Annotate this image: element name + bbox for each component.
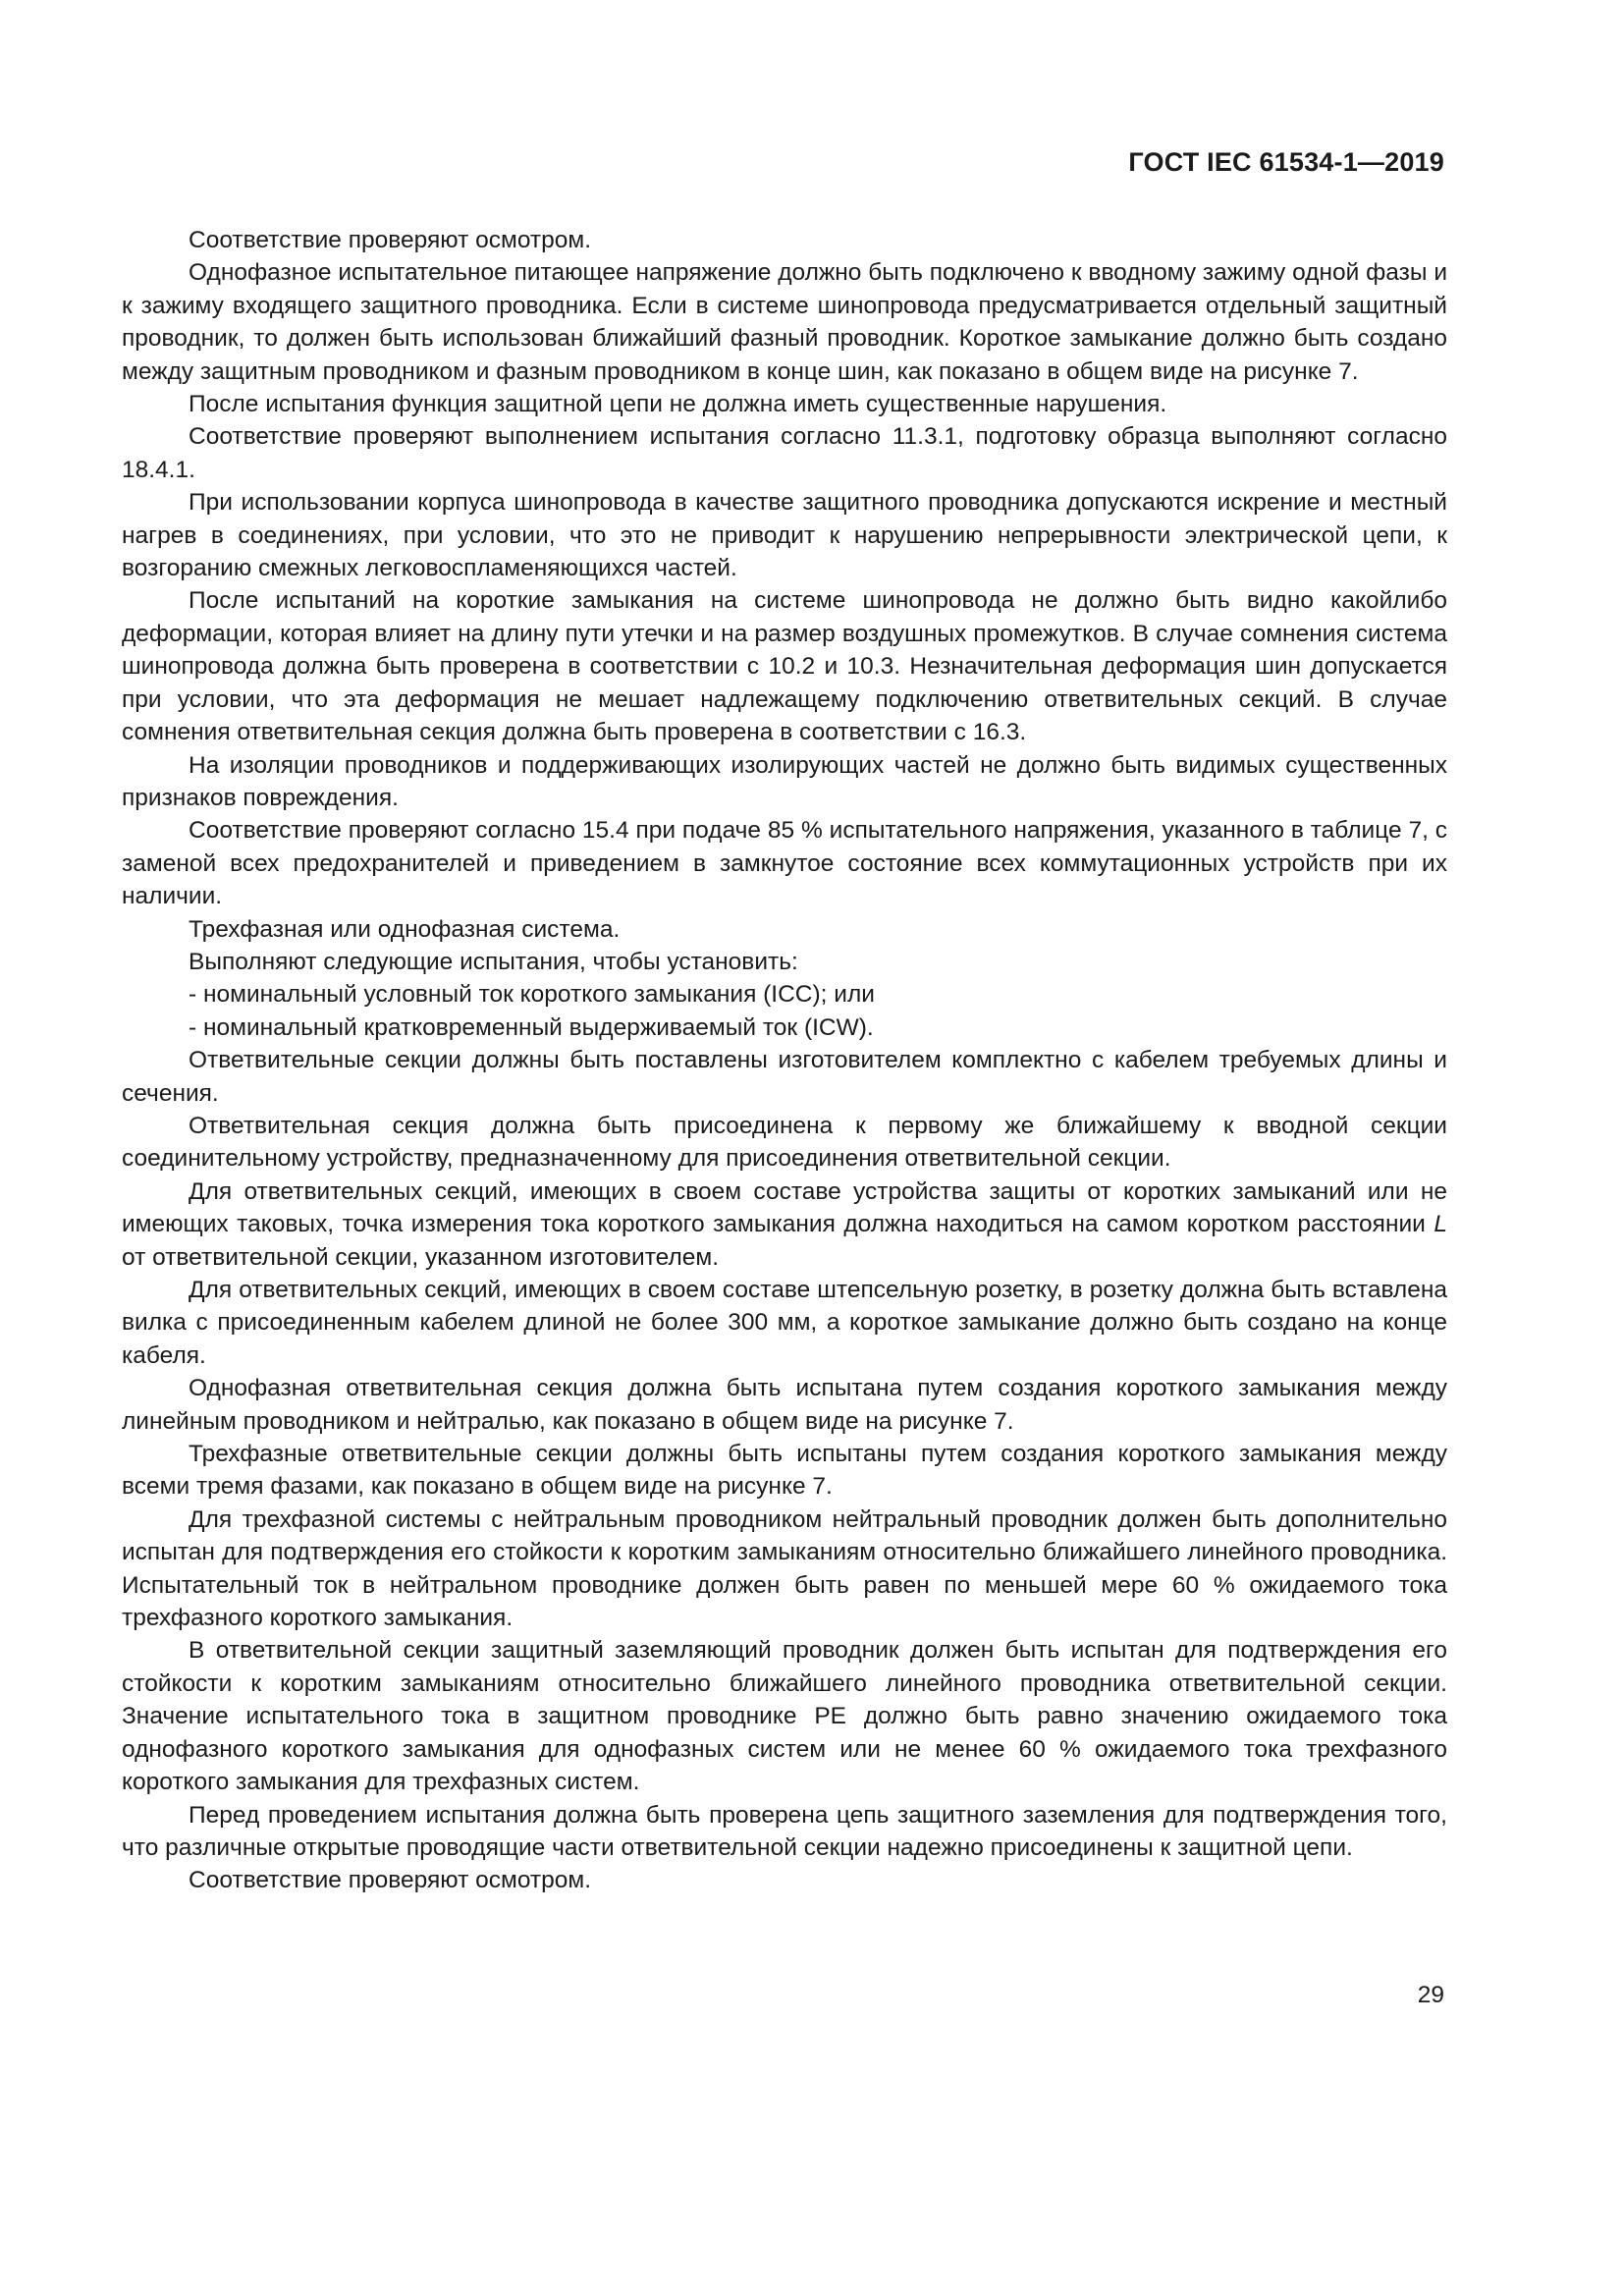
text-line: должно быть создано на конце кабеля. bbox=[122, 1309, 1447, 1369]
text-line: одной фазы и к зажиму входящего защитного проводника. Если в системе шинопровода предусматри bbox=[122, 259, 1448, 319]
text-line: Соответствие проверяют выполнением испытания согласно 11.3.1, подготовку образца выполня bbox=[189, 423, 1308, 451]
text-line: между линейным проводником и нейтралью, как показано в общем виде на рисунке 7. bbox=[122, 1375, 1448, 1435]
variable-symbol: L bbox=[1434, 1211, 1448, 1238]
text-line: Трехфазные ответвительные секции должны быть испытаны путем создания короткого замыкания bbox=[189, 1441, 1362, 1468]
text-line: полнительно испытан для подтверждения его стойкости к коротким замыканиям относительно ближай bbox=[122, 1505, 1447, 1566]
text-line: дения его стойкости к коротким замыканиям относительно ближайшего линейного проводника ответви bbox=[122, 1637, 1447, 1697]
paragraph bbox=[122, 224, 1447, 256]
paragraph bbox=[122, 1438, 1447, 1503]
text-line: После испытания функция защитной цепи не должна иметь существенные нарушения. bbox=[189, 391, 1167, 418]
paragraph bbox=[122, 388, 1447, 420]
text-line: электрической цепи, к возгоранию смежных легковоспламеняющихся частей. bbox=[122, 521, 1447, 582]
text-line: ние и местный нагрев в соединениях, при условии, что это не приводит к нарушению непрерывности bbox=[122, 489, 1447, 549]
paragraph bbox=[122, 1110, 1447, 1175]
text-line: Перед проведением испытания должна быть проверена цепь защитного заземления для под bbox=[189, 1801, 1253, 1829]
list-item-text: - номинальный кратковременный выдерживаемый ток (ICW). bbox=[189, 1013, 874, 1041]
text-line: онных устройств при их наличии. bbox=[122, 849, 1447, 910]
text-line: тельной секции. Значение испытательного тока в защитном проводнике PE должно быть равно значе bbox=[122, 1669, 1447, 1730]
text-line: ожидаемого тока трехфазного короткого замыкания для трехфазных систем. bbox=[122, 1735, 1447, 1796]
list-item bbox=[122, 1011, 1447, 1044]
text-line: тверждения того, что различные открытые проводящие части ответвительной секции надежно присо bbox=[122, 1801, 1447, 1861]
paragraph bbox=[122, 814, 1447, 912]
text-segment: коротком расстоянии bbox=[1186, 1211, 1434, 1238]
text-line: щественных признаков повреждения. bbox=[122, 751, 1447, 811]
text-line: вается отдельный защитный проводник, то должен быть использован ближайший фазный проводник. bbox=[122, 292, 1447, 353]
list-item-text: - номинальный условный ток короткого замыкания (ICC); или bbox=[189, 981, 875, 1009]
text-line: Ответвительные секции должны быть поставлены изготовителем комплектно с кабелем требуе bbox=[189, 1047, 1295, 1074]
text-line: ют согласно 18.4.1. bbox=[122, 423, 1447, 483]
text-line: Для трехфазной системы с нейтральным проводником нейтральный проводник должен быть до bbox=[189, 1505, 1305, 1533]
text-line: Выполняют следующие испытания, чтобы установить: bbox=[189, 948, 798, 975]
paragraph bbox=[122, 420, 1447, 486]
paragraph bbox=[122, 1634, 1447, 1798]
paragraph bbox=[122, 1372, 1447, 1438]
text-line: конце шин, как показано в общем виде на рисунке 7. bbox=[766, 357, 1359, 385]
text-line: деформация шин допускается при условии, что эта деформация не мешает надлежащему подключе bbox=[122, 653, 1447, 713]
paragraph bbox=[122, 946, 1447, 978]
text-line: в таблице 7, с заменой всех предохранителей и приведением в замкнутое состояние всех коммутаци bbox=[122, 817, 1447, 877]
paragraph bbox=[122, 1274, 1447, 1372]
paragraph bbox=[122, 749, 1447, 815]
text-line: Короткое замыкание должно быть создано между защитным проводником и фазным проводником в bbox=[122, 325, 1448, 385]
text-line: В ответвительной секции защитный заземляющий проводник должен быть испытан для подтверж bbox=[189, 1637, 1334, 1665]
text-line: ответствии с 16.3. bbox=[825, 719, 1027, 746]
text-line: либо деформации, которая влияет на длину пути утечки и на размер воздушных промежутков. В случае bbox=[122, 587, 1447, 647]
text-line: При использовании корпуса шинопровода в качестве защитного проводника допускаются искре bbox=[189, 489, 1280, 517]
text-line: Соответствие проверяют осмотром. bbox=[189, 227, 592, 253]
text-line: Соответствие проверяют согласно 15.4 при подаче 85 % испытательного напряжения, указанного bbox=[189, 817, 1284, 845]
document-header-standard-id: ГОСТ IEC 61534-1—2019 bbox=[1128, 147, 1444, 177]
text-line: между всеми тремя фазами, как показано в общем виде на рисунке 7. bbox=[122, 1441, 1447, 1501]
paragraph bbox=[122, 1175, 1447, 1274]
text-line: Для ответвительных секций, имеющих в своем составе штепсельную розетку, в розетку должна bbox=[189, 1277, 1265, 1303]
text-line: единены к защитной цепи. bbox=[1055, 1833, 1353, 1861]
text-line: или не имеющих таковых, точка измерения тока короткого замыкания должна находиться на самом bbox=[122, 1177, 1447, 1238]
page-number: 29 bbox=[1417, 1982, 1444, 2008]
document-body bbox=[122, 224, 1447, 1897]
paragraph bbox=[122, 1799, 1447, 1865]
text-line: Для ответвительных секций, имеющих в своем составе устройства защиты от коротких замыканий bbox=[189, 1177, 1356, 1205]
paragraph bbox=[122, 1503, 1447, 1635]
paragraph bbox=[122, 1864, 1447, 1896]
text-line: быть вставлена вилка с присоединенным кабелем длиной не более 300 мм, а короткое замыкание bbox=[122, 1277, 1448, 1337]
text-line: Ответвительная секция должна быть присоединена к первому же ближайшему к вводной секции bbox=[189, 1112, 1447, 1139]
text-line: Однофазное испытательное питающее напряжение должно быть подключено к вводному зажиму bbox=[189, 259, 1286, 287]
text-line: После испытаний на короткие замыкания на системе шинопровода не должно быть видно какой bbox=[189, 587, 1393, 615]
paragraph bbox=[122, 486, 1447, 584]
text-line: нию ожидаемого тока однофазного короткого замыкания для однофазных систем или не менее 60 % bbox=[122, 1703, 1447, 1763]
text-line: На изоляции проводников и поддерживающих изолирующих частей не должно быть видимых су bbox=[189, 751, 1310, 779]
text-line: шего линейного проводника. Испытательный ток в нейтральном проводнике должен быть равен по bbox=[122, 1539, 1448, 1599]
text-line: нию ответвительных секций. В случае сомнения ответвительная секция должна быть проверена в со bbox=[122, 685, 1447, 746]
paragraph bbox=[122, 256, 1447, 388]
text-line: соединительному устройству, предназначенному для присоединения ответвительной секции. bbox=[122, 1145, 1171, 1173]
paragraph bbox=[122, 913, 1447, 946]
paragraph bbox=[122, 1044, 1447, 1110]
paragraph bbox=[122, 584, 1447, 748]
text-line: меньшей мере 60 % ожидаемого тока трехфазного короткого замыкания. bbox=[122, 1571, 1448, 1632]
text-line: Соответствие проверяют осмотром. bbox=[189, 1867, 592, 1894]
text-line: Трехфазная или однофазная система. bbox=[189, 915, 621, 943]
text-line: мых длины и сечения. bbox=[122, 1047, 1447, 1107]
text-line: сомнения система шинопровода должна быть проверена в соответствии с 10.2 и 10.3. Незначительная bbox=[122, 620, 1448, 681]
text-line: Однофазная ответвительная секция должна быть испытана путем создания короткого замыкания bbox=[189, 1375, 1361, 1402]
text-segment: от ответвительной секции, указанном изготовителем. bbox=[122, 1243, 720, 1271]
list-item bbox=[122, 978, 1447, 1011]
